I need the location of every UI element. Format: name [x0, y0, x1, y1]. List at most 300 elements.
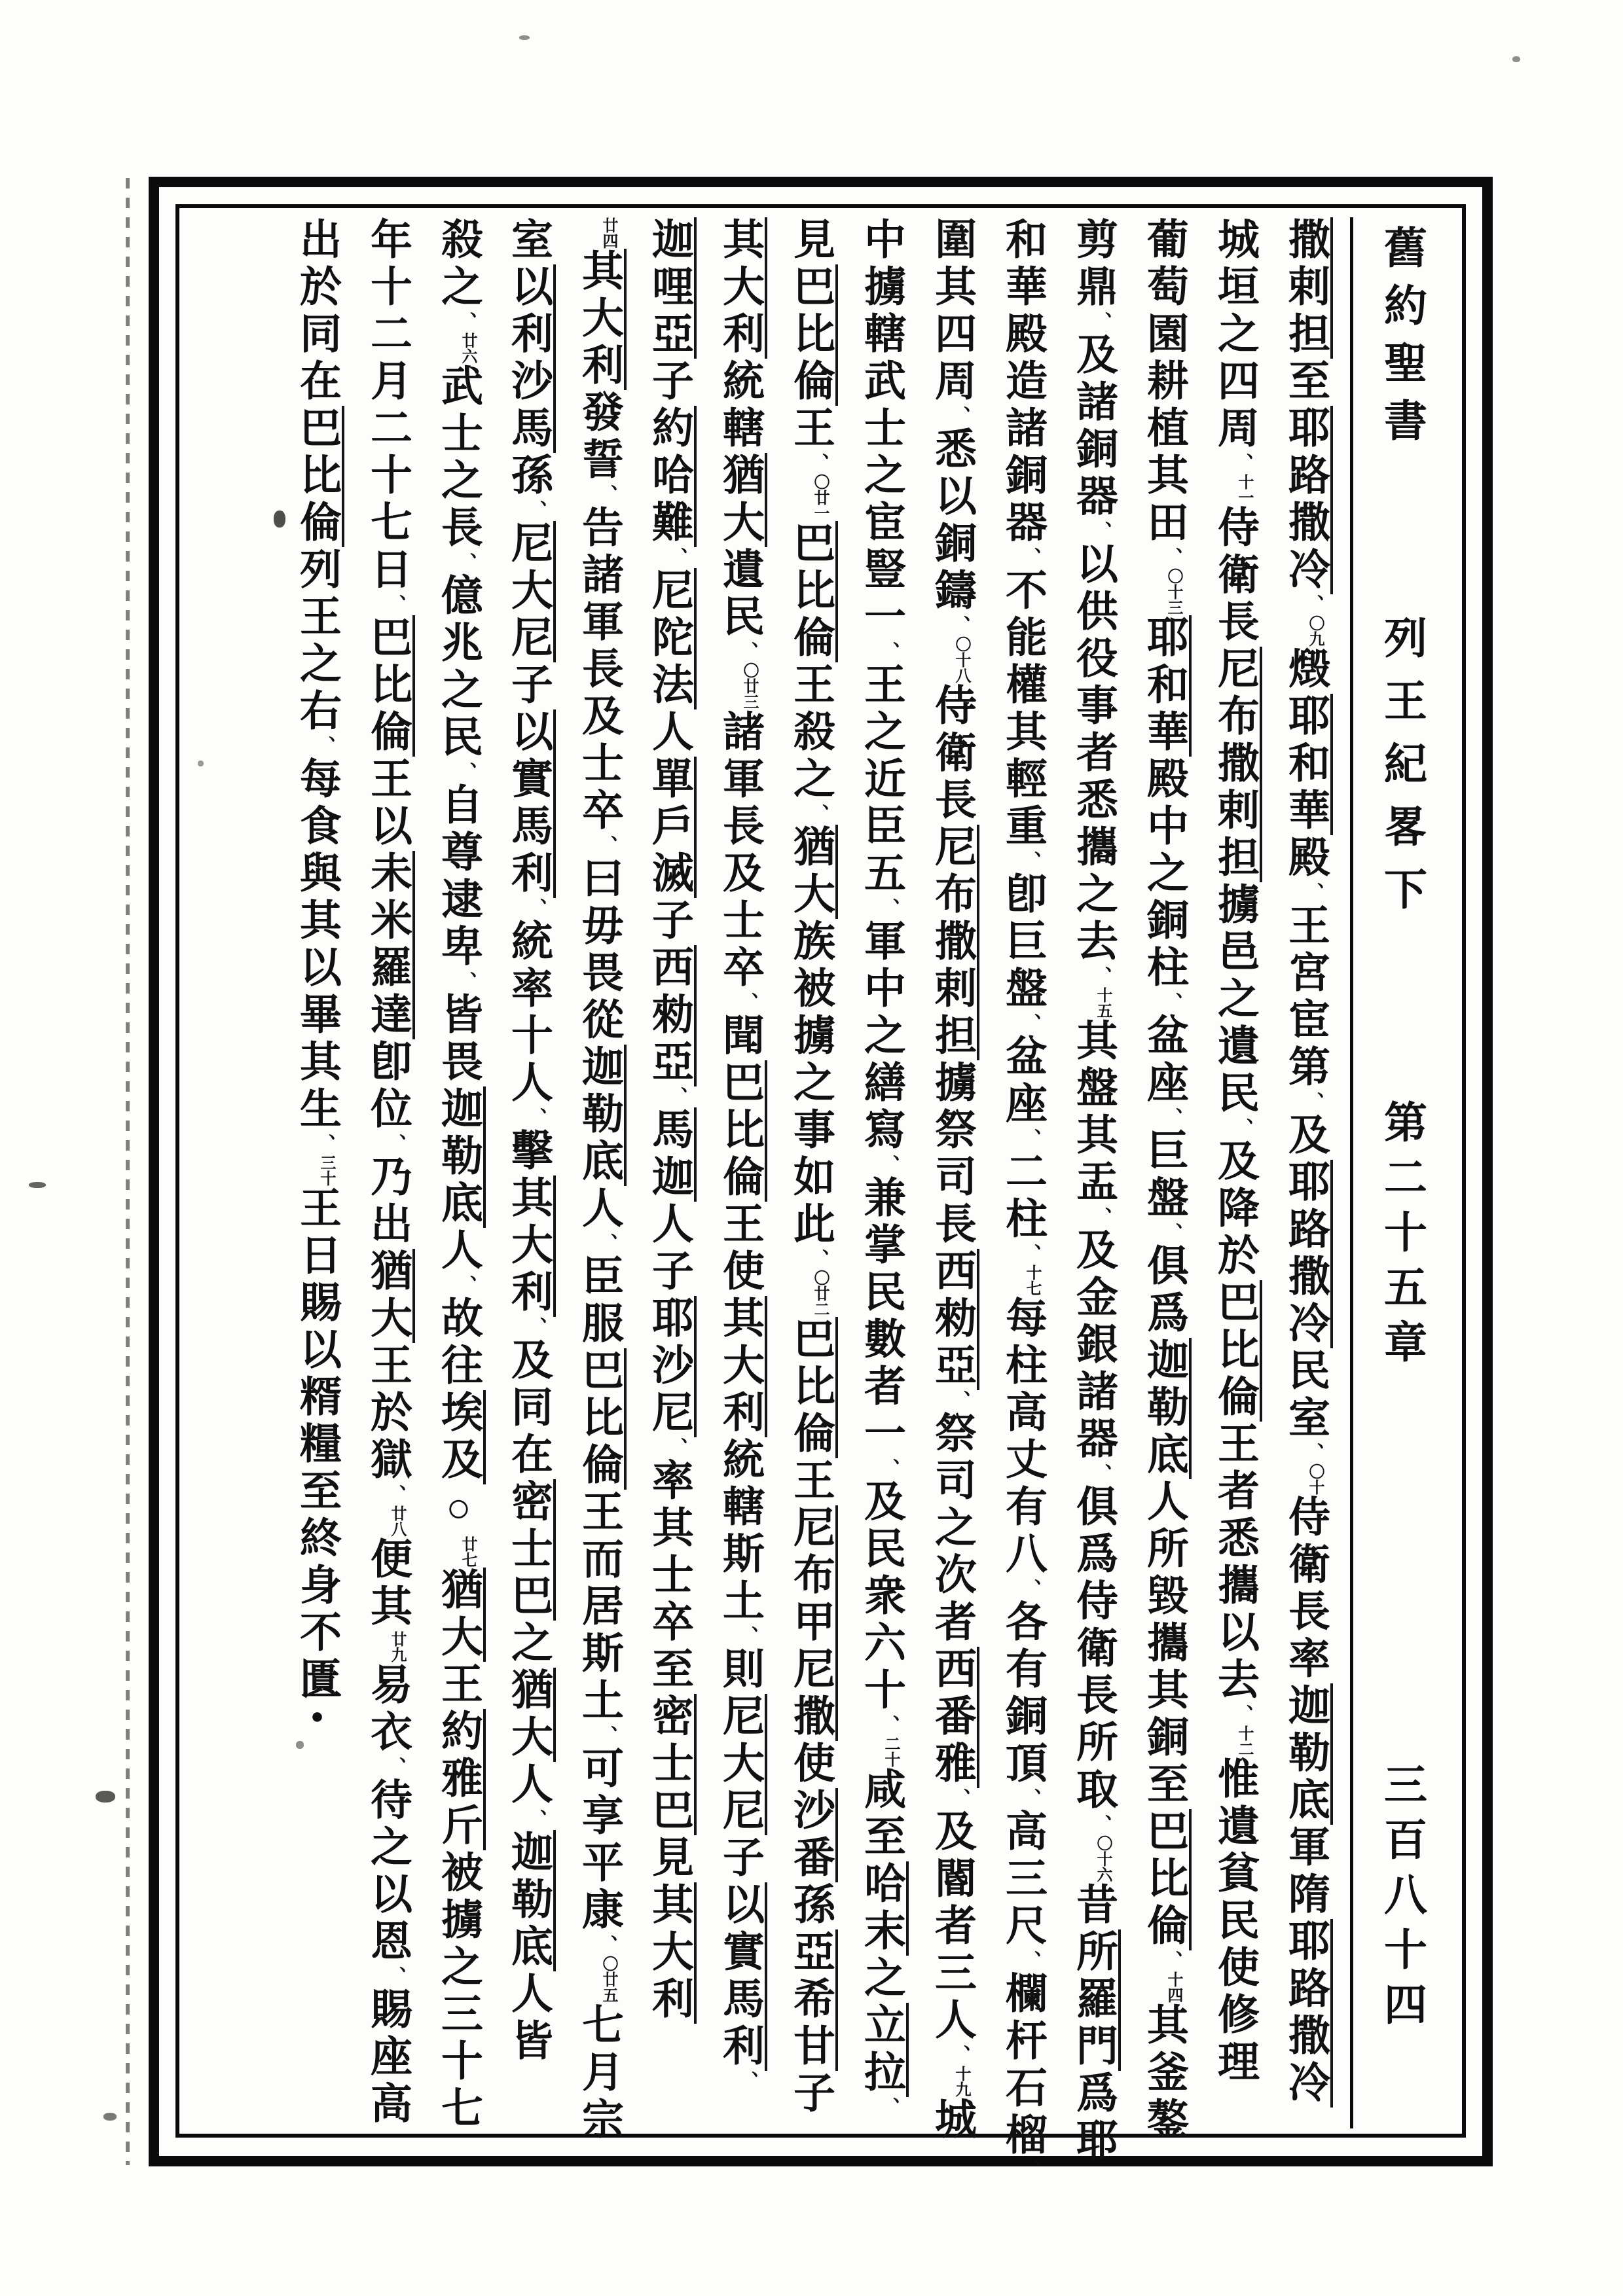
text-run: 臣服 — [576, 1254, 623, 1348]
punctuation-mark: 、 — [524, 1107, 546, 1128]
punctuation-mark: 、 — [454, 312, 476, 332]
punctuation-mark: 、 — [948, 406, 970, 427]
text-column — [775, 217, 846, 2128]
proper-name: 以利沙馬 — [505, 264, 556, 453]
text-run: 及金銀諸器 — [1070, 1228, 1117, 1463]
punctuation-mark: 、 — [807, 1249, 828, 1270]
punctuation-mark: 、 — [1302, 594, 1323, 615]
text-run: 出於同在 — [294, 217, 340, 406]
text-run: 盆座 — [1141, 1013, 1188, 1107]
proper-name: 密士巴 — [505, 1479, 556, 1621]
text-run: 待之以恩 — [365, 1778, 411, 1966]
verse-number: 〇廿五 — [600, 1956, 617, 2003]
punctuation-mark: 、 — [524, 1809, 546, 1830]
text-run: 和華殿造諸銅器 — [1000, 217, 1046, 547]
text-column — [494, 217, 564, 2128]
proper-name: 沙番 — [788, 1788, 838, 1882]
text-run: 子 — [717, 1835, 763, 1882]
punctuation-mark: 、 — [384, 1134, 405, 1155]
punctuation-mark: 、 — [1231, 1118, 1252, 1139]
punctuation-mark: 、 — [454, 1275, 476, 1296]
text-run: 爲耶 — [1070, 2071, 1117, 2165]
text-run: 及諸銅器 — [1070, 332, 1117, 521]
punctuation-mark: 、 — [948, 615, 970, 636]
punctuation-mark: 、 — [1089, 312, 1111, 332]
text-run: 七月宗 — [576, 2003, 623, 2144]
punctuation-mark: 、 — [948, 1788, 970, 1809]
page-number: 三百八十四 — [1377, 1762, 1425, 2037]
punctuation-mark: 、 — [736, 641, 757, 662]
scan-speck — [519, 35, 530, 40]
punctuation-mark: 、 — [1302, 1092, 1323, 1113]
text-run: 王 — [788, 1458, 834, 1505]
verse-number: 〇九 — [1306, 615, 1323, 647]
text-run: ○ — [435, 1484, 482, 1536]
text-run: 王者 — [1212, 1422, 1258, 1516]
verse-number: 廿七 — [459, 1536, 476, 1568]
scan-speck — [1512, 56, 1520, 62]
punctuation-mark: 、 — [1089, 1814, 1111, 1835]
proper-name: 巴比倫 — [788, 1317, 838, 1458]
text-run: 悉以銅鑄 — [929, 427, 976, 615]
text-run: 悉攜之去 — [1070, 778, 1117, 966]
proper-name: 尼布甲尼撒 — [788, 1505, 838, 1741]
text-column — [987, 217, 1058, 2181]
proper-name: 埃及 — [435, 1390, 486, 1484]
text-run: 室 — [505, 217, 552, 264]
proper-name: 猶大 — [505, 1668, 556, 1762]
text-run: 之 — [858, 1956, 905, 2003]
punctuation-mark: 、 — [454, 552, 476, 573]
punctuation-mark: 、 — [877, 898, 899, 919]
proper-name: 耶路撒冷 — [1283, 406, 1333, 594]
text-run: 侍衛長率 — [1283, 1495, 1329, 1683]
punctuation-mark: 、 — [1302, 882, 1323, 903]
verse-number: 十九 — [953, 2066, 970, 2097]
punctuation-mark: 、 — [1019, 547, 1040, 568]
proper-name: 未米羅達 — [365, 851, 415, 1039]
text-run: 其盤其盂 — [1070, 1018, 1117, 1207]
punctuation-mark: 、 — [807, 804, 828, 825]
punctuation-mark: 、 — [1019, 1579, 1040, 1600]
punctuation-mark: 、 — [1019, 1788, 1040, 1809]
verse-number: 十四 — [1165, 1971, 1182, 2003]
text-run: 巨盤 — [1141, 1128, 1188, 1223]
proper-name: 哈末 — [858, 1861, 909, 1956]
punctuation-mark: 、 — [384, 594, 405, 615]
proper-name: 尼陀法 — [646, 568, 697, 709]
proper-name: 撒剌担 — [1283, 217, 1333, 359]
verse-number: 廿九 — [388, 1631, 405, 1662]
punctuation-mark: 、 — [524, 1317, 546, 1338]
text-run: 悉攜以去 — [1212, 1516, 1258, 1704]
punctuation-mark: 、 — [595, 835, 617, 856]
proper-name: 西番雅 — [929, 1647, 979, 1788]
text-run: 人所毀 — [1141, 1479, 1188, 1621]
punctuation-mark: 、 — [1302, 1443, 1323, 1463]
punctuation-mark: 、 — [877, 1458, 899, 1479]
text-columns — [282, 217, 1341, 2181]
proper-name: 尼大尼 — [505, 521, 556, 662]
punctuation-mark: 、 — [595, 1935, 617, 1956]
text-run: 二柱 — [1000, 1149, 1046, 1244]
punctuation-mark: 、 — [877, 641, 899, 662]
proper-name: 立拉 — [858, 2003, 909, 2097]
text-run: 每柱高丈有八 — [1000, 1296, 1046, 1579]
proper-name: 猶大 — [365, 1249, 415, 1343]
text-run: 盆座 — [1000, 1034, 1046, 1128]
section-title: 列王紀畧下 — [1377, 615, 1425, 929]
proper-name: 巴比倫 — [1212, 1280, 1262, 1422]
punctuation-mark: 、 — [736, 992, 757, 1013]
proper-name: 尼大尼 — [717, 1694, 767, 1835]
punctuation-mark: 、 — [877, 2097, 899, 2118]
punctuation-mark: 、 — [1089, 1463, 1111, 1484]
text-run: 王 — [576, 1490, 623, 1537]
proper-name: 巴比倫 — [717, 1060, 767, 1202]
book-title: 舊約聖書 — [1377, 225, 1425, 456]
text-run: 每食與其以畢其生 — [294, 757, 340, 1134]
text-run: 及 — [1283, 1113, 1329, 1160]
text-run: 見 — [646, 1835, 693, 1882]
text-run: 統轄斯土 — [717, 1437, 763, 1626]
punctuation-mark: 、 — [948, 1390, 970, 1411]
text-run: 燬 — [1283, 647, 1329, 694]
text-run: 不能權其輕重 — [1000, 568, 1046, 851]
scan-speck — [198, 761, 204, 766]
punctuation-mark: 、 — [736, 2071, 757, 2092]
proper-name: 巴比倫 — [1141, 1809, 1192, 1950]
verse-number: 〇廿三 — [740, 662, 757, 709]
text-run: 億兆之民 — [435, 573, 482, 762]
text-run: 隋 — [1283, 1872, 1329, 1919]
text-run: 擄邑之遺民 — [1212, 882, 1258, 1118]
punctuation-mark: 、 — [877, 1155, 899, 1175]
proper-name: 所羅門 — [1070, 1929, 1121, 2071]
text-run: 其釜鏊 — [1141, 2003, 1188, 2144]
proper-name: 其大利 — [505, 1175, 556, 1317]
text-run: 卽位 — [365, 1039, 411, 1134]
text-run: 及降於 — [1212, 1139, 1258, 1280]
page-frame — [149, 177, 1493, 2181]
text-column — [1199, 217, 1270, 2128]
punctuation-mark: 、 — [1089, 1207, 1111, 1228]
proper-name: 耶路撒冷 — [1283, 1919, 1333, 2108]
text-run: 殿中之銅柱 — [1141, 757, 1188, 992]
text-run: 軍 — [1283, 1825, 1329, 1872]
text-run: 俱爲 — [1141, 1244, 1188, 1338]
text-run: 咸至 — [858, 1767, 905, 1861]
proper-name: 密士巴 — [646, 1694, 697, 1835]
proper-name: 巴比倫 — [788, 521, 838, 662]
proper-name: 猶大 — [435, 1568, 486, 1662]
header-lane — [1350, 217, 1449, 2128]
proper-name: 其大利 — [646, 1882, 697, 2024]
text-run: 乃出 — [365, 1155, 411, 1249]
punctuation-mark: 、 — [1019, 1950, 1040, 1971]
scan-speck — [29, 1182, 46, 1188]
punctuation-mark: 、 — [384, 1484, 405, 1505]
punctuation-mark: 、 — [384, 1757, 405, 1778]
verse-number: 廿四 — [600, 217, 617, 249]
text-run: 王日賜以糈糧至終身不匱 — [294, 1186, 340, 1704]
text-run: 故往 — [435, 1296, 482, 1390]
chapter-heading: 第二十五章 — [1377, 1100, 1425, 1374]
text-run: 惟遺貧民使修理 — [1212, 1757, 1258, 2087]
punctuation-mark: 、 — [595, 1725, 617, 1746]
proper-name: 西勑亞 — [646, 945, 697, 1086]
text-run: 列王之右 — [294, 547, 340, 736]
text-run: 王之近臣五 — [858, 662, 905, 898]
proper-name: 巴比倫 — [294, 406, 344, 547]
verse-number: 〇十 — [1306, 1463, 1323, 1495]
punctuation-mark: 、 — [384, 1966, 405, 1987]
text-run: 城垣之四周 — [1212, 217, 1258, 453]
proper-name: 巴比倫 — [788, 264, 838, 406]
proper-name: 亞希甘 — [788, 1929, 838, 2071]
verse-number: 十一 — [1235, 474, 1252, 505]
proper-name: 迦勒底 — [505, 1830, 556, 1971]
text-run: 曰毋畏從 — [576, 856, 623, 1045]
text-column — [564, 217, 634, 2144]
text-run: 使 — [788, 1741, 834, 1788]
punctuation-mark: 、 — [524, 898, 546, 919]
punctuation-mark: 、 — [877, 1715, 899, 1736]
verse-number: 〇十六 — [1094, 1835, 1111, 1882]
text-run: 各有銅頂 — [1000, 1600, 1046, 1788]
text-run: 王 — [435, 1662, 482, 1709]
punctuation-mark: 、 — [1089, 521, 1111, 542]
punctuation-mark: 、 — [948, 2045, 970, 2066]
punctuation-mark: 、 — [313, 736, 335, 757]
text-run: 武士之長 — [435, 364, 482, 552]
punctuation-mark: 、 — [1019, 2160, 1040, 2181]
verse-number: 二十 — [882, 1736, 899, 1767]
verse-number: 〇廿二 — [811, 1270, 828, 1317]
punctuation-mark: 、 — [665, 1437, 687, 1458]
text-run: 易衣 — [365, 1662, 411, 1757]
text-run: 高三尺 — [1000, 1809, 1046, 1950]
text-run: 昔 — [1070, 1882, 1117, 1929]
verse-number: 廿六 — [459, 332, 476, 364]
text-run: 諸軍長及士卒 — [717, 709, 763, 992]
punctuation-mark: 、 — [454, 762, 476, 783]
punctuation-mark: 、 — [1160, 1950, 1182, 1971]
text-run: 中擄轄武士之宦豎一 — [858, 217, 905, 641]
proper-name: 迦勒底 — [435, 1086, 486, 1228]
punctuation-mark: 、 — [595, 484, 617, 505]
verse-number: 〇廿一 — [811, 474, 828, 521]
punctuation-mark: 、 — [1160, 547, 1182, 568]
proper-name: 其大利 — [576, 249, 627, 390]
text-column — [282, 217, 352, 2128]
text-run: 及同在 — [505, 1338, 552, 1479]
scan-speck — [96, 1791, 115, 1803]
inner-border — [175, 204, 1466, 2181]
text-run: 王於獄 — [365, 1343, 411, 1484]
proper-name: 迦勒底 — [576, 1045, 627, 1186]
text-run: 便其 — [365, 1537, 411, 1631]
text-run: 年十二月二十七日 — [365, 217, 411, 594]
proper-name: 其大利 — [717, 217, 767, 359]
proper-name: 耶和華 — [1141, 615, 1192, 757]
punctuation-mark: 、 — [524, 500, 546, 521]
text-run: 軍中之繕寫 — [858, 919, 905, 1155]
punctuation-mark: 、 — [454, 971, 476, 992]
text-column — [1270, 217, 1341, 2128]
text-run: 人 — [646, 709, 693, 757]
text-run: 人子 — [646, 1202, 693, 1296]
text-run: 孫 — [505, 453, 552, 500]
text-run: 賜座高 — [365, 1987, 411, 2128]
period-mark: ● — [305, 1704, 329, 1729]
punctuation-mark: 、 — [1019, 851, 1040, 872]
proper-name: 以實馬利 — [505, 709, 556, 898]
punctuation-mark: 、 — [1089, 966, 1111, 987]
text-run: 侍衛長 — [929, 683, 976, 825]
text-run: 人皆 — [505, 1971, 552, 2066]
text-run: 殿 — [1283, 835, 1329, 882]
proper-name: 巴比倫 — [365, 615, 415, 757]
text-run: 欄杆石榴 — [1000, 1971, 1046, 2160]
text-run: 擊 — [505, 1128, 552, 1175]
adjacent-page-edge — [126, 178, 130, 2165]
text-run: 統率十人 — [505, 919, 552, 1107]
punctuation-mark: 、 — [1160, 992, 1182, 1013]
punctuation-mark: 、 — [1231, 453, 1252, 474]
text-run: 則 — [717, 1647, 763, 1694]
text-run: 告諸軍長及士卒 — [576, 505, 623, 835]
text-column — [1058, 217, 1129, 2165]
text-column — [846, 217, 917, 2128]
scan-speck — [296, 1741, 304, 1749]
punctuation-mark: 、 — [1160, 1223, 1182, 1244]
proper-name: 迦勒底 — [1141, 1338, 1192, 1479]
text-run: 及民衆六十 — [858, 1479, 905, 1715]
text-run: 人 — [505, 1762, 552, 1809]
proper-name: 其大利 — [717, 1296, 767, 1437]
text-run: 可享平康 — [576, 1746, 623, 1935]
proper-name: 耶和華 — [1283, 694, 1333, 835]
proper-name: 迦勒底 — [1283, 1683, 1333, 1825]
scan-speck — [274, 511, 285, 528]
proper-name: 尼布撒剌担 — [1212, 647, 1262, 882]
proper-name: 約哈難 — [646, 406, 697, 547]
proper-name: 馬迦 — [646, 1107, 697, 1202]
text-run: 子 — [646, 359, 693, 406]
text-run: 圍其四周 — [929, 217, 976, 406]
text-run: 王使 — [717, 1202, 763, 1296]
text-run: 祭司之次者 — [929, 1411, 976, 1647]
text-column — [634, 217, 704, 2128]
verse-number: 十二 — [1235, 1725, 1252, 1757]
text-run: 族被擄之事如此 — [788, 919, 834, 1249]
text-run: 城 — [929, 2097, 976, 2144]
punctuation-mark: 、 — [595, 1233, 617, 1254]
text-run: 而居斯土 — [576, 1537, 623, 1725]
text-column — [704, 217, 775, 2128]
text-run: 攜其銅至 — [1141, 1621, 1188, 1809]
text-column — [352, 217, 423, 2128]
text-run: 發誓 — [576, 390, 623, 484]
proper-name: 猶大 — [788, 825, 838, 919]
text-run: 之 — [505, 1621, 552, 1668]
proper-name: 耶沙尼 — [646, 1296, 697, 1437]
proper-name: 迦哩亞 — [646, 217, 697, 359]
text-run: 子 — [505, 662, 552, 709]
punctuation-mark: 、 — [665, 547, 687, 568]
verse-number: 廿八 — [388, 1505, 405, 1537]
text-run: 皆畏 — [435, 992, 482, 1086]
page-content — [179, 208, 1462, 2181]
punctuation-mark: 、 — [1019, 1128, 1040, 1149]
text-run: 子 — [646, 898, 693, 945]
text-run: 侍衛長 — [1212, 505, 1258, 647]
proper-name: 尼布撒剌担 — [929, 825, 979, 1060]
text-run: 人 — [576, 1186, 623, 1233]
punctuation-mark: 、 — [807, 453, 828, 474]
text-run: 卽巨盤 — [1000, 872, 1046, 1013]
proper-name: 以實馬利 — [717, 1882, 767, 2071]
punctuation-mark: 、 — [1019, 1244, 1040, 1265]
text-run: 及閽者三人 — [929, 1809, 976, 2045]
punctuation-mark: 、 — [313, 1134, 335, 1155]
scan-speck — [103, 2113, 117, 2121]
text-run: 剪鼎 — [1070, 217, 1117, 312]
proper-name: 單戶滅 — [646, 757, 697, 898]
verse-number: 十五 — [1094, 987, 1111, 1018]
text-column — [423, 217, 494, 2133]
punctuation-mark: 、 — [1231, 1704, 1252, 1725]
text-run: 王宮宦第 — [1283, 903, 1329, 1092]
text-run: 遺民 — [717, 547, 763, 641]
punctuation-mark: 、 — [665, 1086, 687, 1107]
text-run: 子 — [788, 2071, 834, 2118]
text-run: 至 — [1283, 359, 1329, 406]
text-run: 王殺之 — [788, 662, 834, 804]
text-run: 民室 — [1283, 1348, 1329, 1443]
text-run: 統轄 — [717, 359, 763, 453]
punctuation-mark: 、 — [1160, 1107, 1182, 1128]
punctuation-mark: 、 — [1019, 1013, 1040, 1034]
verse-number: 十七 — [1023, 1265, 1040, 1296]
punctuation-mark: 、 — [736, 1626, 757, 1647]
text-run: 孫 — [788, 1882, 834, 1929]
proper-name: 巴比倫 — [576, 1348, 627, 1490]
text-column — [917, 217, 987, 2144]
text-run: 聞 — [717, 1013, 763, 1060]
text-run: 殺之 — [435, 217, 482, 312]
text-run: 被擄之三十七 — [435, 1850, 482, 2133]
text-run: 兼掌民數者一 — [858, 1175, 905, 1458]
text-run: 葡萄園耕植其田 — [1141, 217, 1188, 547]
text-column — [1129, 217, 1199, 2144]
proper-name: 耶路撒冷 — [1283, 1160, 1333, 1348]
proper-name: 約雅斤 — [435, 1709, 486, 1850]
text-run: 王 — [788, 406, 834, 453]
verse-number: 三十 — [318, 1155, 335, 1186]
proper-name: 西勑亞 — [929, 1249, 979, 1390]
text-run: 見 — [788, 217, 834, 264]
verse-number: 〇十八 — [953, 636, 970, 683]
text-run: 至 — [646, 1647, 693, 1694]
text-run: 俱爲侍衛長所取 — [1070, 1484, 1117, 1814]
text-run: 人 — [435, 1228, 482, 1275]
text-run: 自尊逮卑 — [435, 783, 482, 971]
text-run: 王以 — [365, 757, 411, 851]
text-run: 率其士卒 — [646, 1458, 693, 1647]
text-run: 以供役事者 — [1070, 542, 1117, 778]
